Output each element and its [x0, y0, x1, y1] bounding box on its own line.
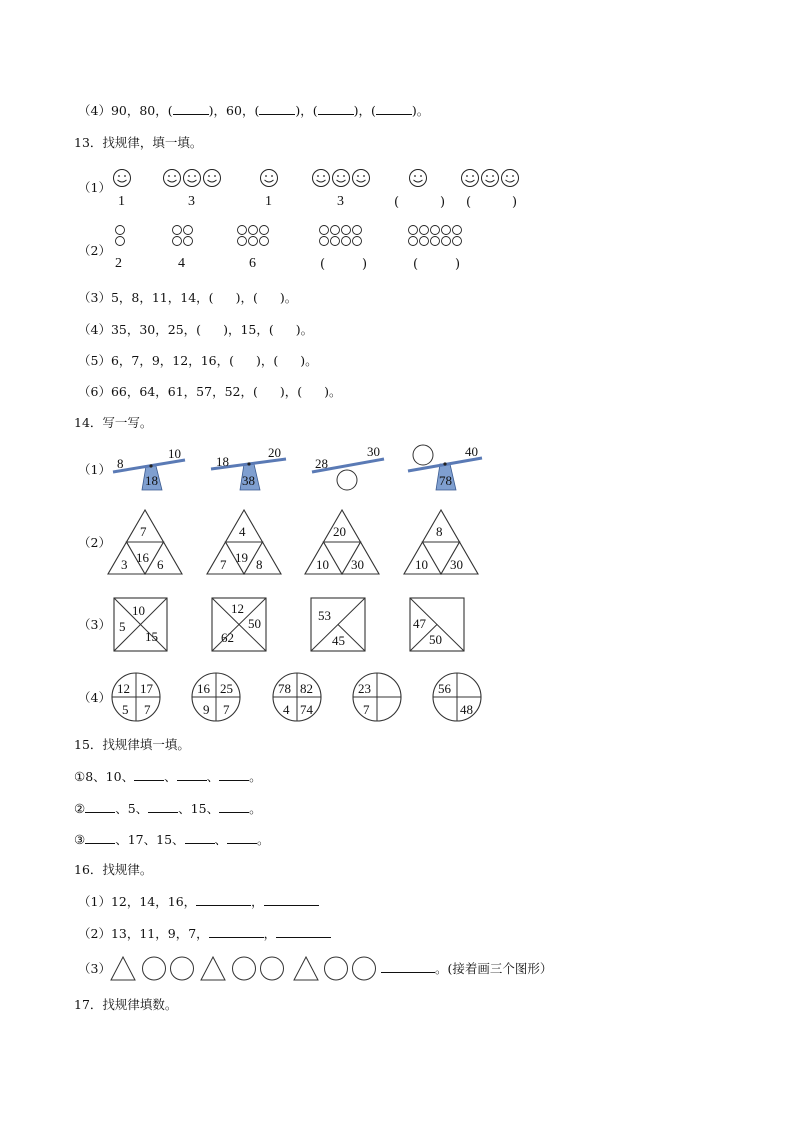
q15-item-3: ③ 、17、15、 、 。 [74, 832, 270, 847]
smiley-count: 3 [188, 194, 195, 209]
triangle-icon [111, 957, 135, 980]
svg-text:78: 78 [278, 681, 291, 696]
svg-text:56: 56 [438, 681, 451, 696]
svg-text:8: 8 [256, 557, 263, 572]
number-square [114, 598, 167, 651]
q16-item-1: （1）12，14，16， ， [78, 894, 319, 910]
q15-item-1: ①8、10、 、 、 。 [74, 769, 262, 784]
seesaw [312, 444, 384, 490]
svg-text:50: 50 [429, 632, 442, 647]
svg-text:18: 18 [216, 454, 229, 469]
answer-paren-close: ) [362, 257, 368, 272]
answer-blank[interactable] [227, 832, 257, 844]
seesaw [113, 446, 185, 490]
answer-blank[interactable] [134, 769, 164, 781]
smiley-icon [482, 170, 499, 187]
svg-text:10: 10 [316, 557, 329, 572]
q13-p2-label: （2） [78, 243, 111, 258]
smiley-icon [114, 170, 131, 187]
smiley-icon [204, 170, 221, 187]
triangle-row [0, 508, 794, 578]
number-triangle [305, 510, 379, 574]
svg-text:7: 7 [140, 524, 147, 539]
circle-icon [171, 957, 194, 980]
q13-item-4: （4）35，30，25，( )，15，( )。 [78, 322, 314, 337]
circle-icon [353, 957, 376, 980]
svg-text:74: 74 [300, 702, 313, 717]
dot-count: 6 [249, 256, 256, 271]
svg-text:20: 20 [333, 524, 346, 539]
number-triangle [207, 510, 281, 574]
square-row [0, 596, 794, 656]
answer-blank[interactable] [381, 961, 435, 973]
answer-blank[interactable] [177, 769, 207, 781]
answer-blank[interactable] [173, 103, 209, 115]
svg-text:4: 4 [239, 524, 246, 539]
svg-text:30: 30 [450, 557, 463, 572]
answer-paren-open: ( [320, 257, 326, 272]
answer-blank[interactable] [376, 103, 412, 115]
svg-text:7: 7 [220, 557, 227, 572]
svg-text:5: 5 [122, 702, 129, 717]
answer-paren-open: ( [413, 257, 419, 272]
svg-text:78: 78 [439, 473, 452, 488]
svg-text:17: 17 [140, 681, 153, 696]
q14-title: 14．写一写。 [74, 415, 153, 430]
answer-blank[interactable] [209, 926, 264, 938]
smiley-icon [164, 170, 181, 187]
answer-blank[interactable] [219, 769, 249, 781]
answer-paren-open: ( [466, 195, 472, 210]
q13-item-5: （5）6，7，9，12，16，( )，( )。 [78, 353, 318, 368]
seesaw [211, 445, 286, 490]
answer-blank[interactable] [318, 103, 354, 115]
q13-p1-label: （1） [78, 180, 111, 195]
number-square [410, 598, 464, 651]
circle-dots-row [0, 224, 794, 254]
svg-text:16: 16 [197, 681, 210, 696]
svg-text:20: 20 [268, 445, 281, 460]
svg-text:47: 47 [413, 616, 426, 631]
svg-text:82: 82 [300, 681, 313, 696]
svg-text:38: 38 [242, 473, 255, 488]
svg-text:5: 5 [119, 619, 126, 634]
svg-text:45: 45 [332, 633, 345, 648]
smiley-icon [184, 170, 201, 187]
answer-blank[interactable] [185, 832, 215, 844]
number-triangle [108, 510, 182, 574]
smiley-count: 1 [118, 194, 125, 209]
number-triangle [404, 510, 478, 574]
q14-p3-label: （3） [78, 617, 111, 632]
q13-item-3: （3）5，8，11，14，( )，( )。 [78, 290, 298, 305]
svg-text:3: 3 [121, 557, 128, 572]
q16-item-2: （2）13，11，9，7， ， [78, 926, 331, 942]
svg-text:30: 30 [351, 557, 364, 572]
svg-text:16: 16 [136, 550, 149, 565]
svg-text:50: 50 [248, 616, 261, 631]
triangle-icon [201, 957, 225, 980]
svg-text:6: 6 [157, 557, 164, 572]
circle-icon [143, 957, 166, 980]
q14-p1-label: （1） [78, 462, 111, 477]
q14-p4-label: （4） [78, 690, 111, 705]
svg-text:25: 25 [220, 681, 233, 696]
svg-text:8: 8 [117, 456, 124, 471]
dot-count: 2 [115, 256, 122, 271]
svg-text:28: 28 [315, 456, 328, 471]
q15-title: 15．找规律填一填。 [74, 737, 190, 752]
circle-icon [261, 957, 284, 980]
dot-count: 4 [178, 256, 185, 271]
answer-paren-close: ) [512, 195, 518, 210]
number-circle [273, 673, 321, 721]
svg-text:53: 53 [318, 608, 331, 623]
answer-paren-close: ) [455, 257, 461, 272]
circle-row [0, 672, 794, 732]
seesaw-row [0, 440, 794, 500]
answer-paren-close: ) [440, 195, 446, 210]
q13-item-6: （6）66，64，61，57，52，( )，( )。 [78, 384, 342, 399]
svg-text:7: 7 [223, 702, 230, 717]
svg-text:62: 62 [221, 630, 234, 645]
answer-paren-open: ( [394, 195, 400, 210]
q16-item-3-answer: 。(接着画三个图形） [381, 961, 552, 977]
circle-icon [233, 957, 256, 980]
triangle-icon [294, 957, 318, 980]
smiley-icon [261, 170, 278, 187]
svg-text:12: 12 [117, 681, 130, 696]
smiley-icon [353, 170, 370, 187]
svg-text:23: 23 [358, 681, 371, 696]
svg-text:15: 15 [145, 629, 158, 644]
answer-blank[interactable] [148, 801, 178, 813]
answer-blank[interactable] [85, 801, 115, 813]
seesaw [408, 444, 482, 490]
q15-item-2: ② 、5、 、15、 。 [74, 801, 262, 816]
number-circle [353, 673, 401, 721]
q17-title: 17．找规律填数。 [74, 997, 178, 1012]
svg-text:7: 7 [144, 702, 151, 717]
smiley-icon [502, 170, 519, 187]
number-circle [192, 673, 240, 721]
answer-blank[interactable] [276, 926, 331, 938]
svg-text:12: 12 [231, 601, 244, 616]
q12-item-4: （4）90，80，( )，60，( )，( )，( )。 [78, 103, 430, 118]
number-square [311, 598, 365, 651]
number-circle [112, 673, 160, 721]
number-square [212, 598, 266, 651]
answer-blank[interactable] [219, 801, 249, 813]
svg-text:7: 7 [363, 702, 370, 717]
smiley-icon [410, 170, 427, 187]
answer-blank[interactable] [196, 894, 251, 906]
q16-title: 16．找规律。 [74, 862, 153, 877]
svg-text:9: 9 [203, 702, 210, 717]
answer-blank[interactable] [85, 832, 115, 844]
q13-title: 13．找规律，填一填。 [74, 135, 203, 150]
svg-text:48: 48 [460, 702, 473, 717]
q16-item-3-label: （3） [78, 961, 111, 976]
q14-p2-label: （2） [78, 535, 111, 550]
smiley-icon [313, 170, 330, 187]
number-circle [433, 673, 481, 721]
svg-text:19: 19 [235, 550, 248, 565]
svg-text:30: 30 [367, 444, 380, 459]
svg-text:4: 4 [283, 702, 290, 717]
smiley-icon [462, 170, 479, 187]
smiley-count: 1 [265, 194, 272, 209]
svg-text:18: 18 [145, 473, 158, 488]
circle-icon [325, 957, 348, 980]
answer-blank[interactable] [259, 103, 295, 115]
svg-text:10: 10 [415, 557, 428, 572]
answer-blank[interactable] [264, 894, 319, 906]
svg-text:10: 10 [132, 603, 145, 618]
svg-text:10: 10 [168, 446, 181, 461]
svg-text:40: 40 [465, 444, 478, 459]
smiley-icon [333, 170, 350, 187]
svg-text:8: 8 [436, 524, 443, 539]
smiley-count: 3 [337, 194, 344, 209]
